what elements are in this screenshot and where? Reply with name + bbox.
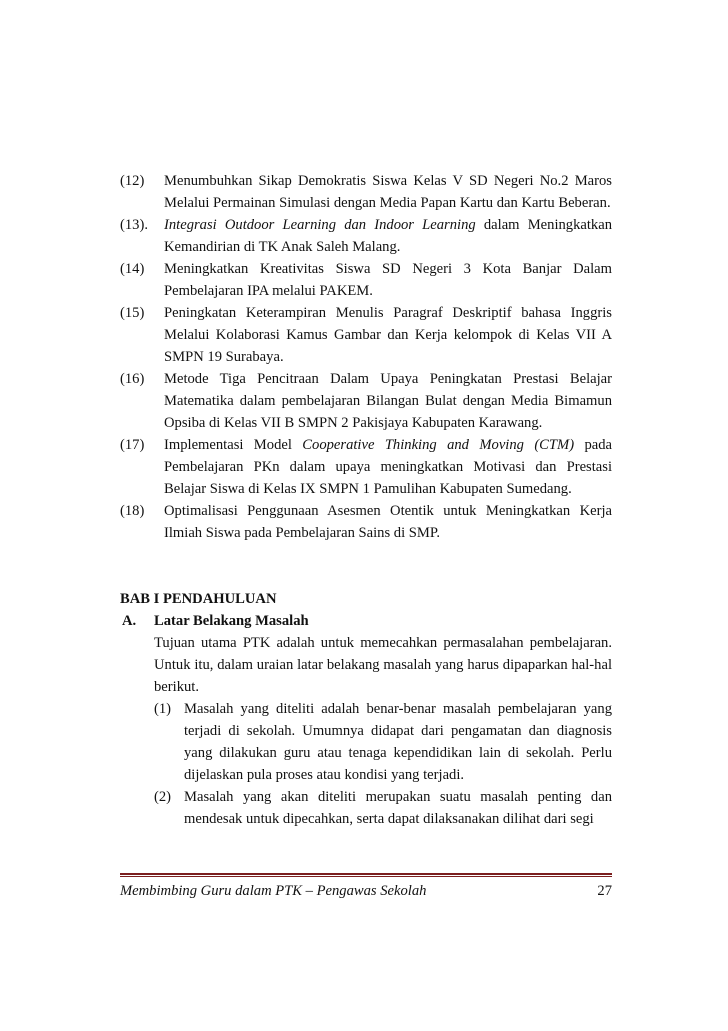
item-number: (18)	[120, 503, 145, 519]
italic-text: Cooperative Thinking and Moving (CTM)	[302, 437, 575, 453]
text-run: Menumbuhkan Sikap Demokratis Siswa Kelas V SD Negeri No.2 Maros Melalui Permainan Simulasi dengan Media Papan Kartu dan Kartu Beberan.	[164, 173, 612, 211]
item-number: (17)	[120, 437, 145, 453]
item-number: (15)	[120, 305, 145, 321]
reference-list	[120, 170, 612, 544]
footer-title: Membimbing Guru dalam PTK – Pengawas Sekolah	[120, 883, 427, 899]
footer-rule-thin	[120, 876, 612, 877]
item-number: (14)	[120, 261, 145, 277]
italic-text: Integrasi Outdoor Learning dan Indoor Learning	[164, 217, 476, 233]
item-text	[164, 214, 612, 258]
item-number: (16)	[120, 371, 145, 387]
point-text: Masalah yang diteliti adalah benar-benar masalah pembelajaran yang terjadi di sekolah. Umumnya didapat dari pengamatan dan diagnosis yang dilakukan guru atau tenaga kependidikan lain di sekolah. Perlu dijelaskan pula proses atau kondisi yang terjadi.	[184, 701, 612, 783]
footer-rule	[120, 873, 612, 875]
intro-paragraph: Tujuan utama PTK adalah untuk memecahkan permasalahan pembelajaran. Untuk itu, dalam uraian latar belakang masalah yang harus dipaparkan hal-hal berikut.	[154, 635, 612, 695]
list-item	[120, 214, 612, 258]
points-list	[120, 698, 612, 830]
list-item	[120, 258, 612, 302]
list-item	[120, 170, 612, 214]
point-text: Masalah yang akan diteliti merupakan suatu masalah penting dan mendesak untuk dipecahkan, serta dapat dilaksanakan dilihat dari segi	[184, 789, 612, 827]
text-run: Optimalisasi Penggunaan Asesmen Otentik untuk Meningkatkan Kerja Ilmiah Siswa pada Pembelajaran Sains di SMP.	[164, 503, 612, 541]
item-number: (12)	[120, 173, 145, 189]
list-item	[154, 698, 612, 786]
list-item	[154, 786, 612, 830]
list-item	[120, 368, 612, 434]
point-number: (1)	[154, 701, 172, 717]
item-number: (13).	[120, 217, 148, 233]
item-text	[164, 500, 612, 544]
list-item	[120, 434, 612, 500]
text-run: Metode Tiga Pencitraan Dalam Upaya Peningkatan Prestasi Belajar Matematika dalam pembelajaran Bilangan Bulat dengan Media Bimamun Opsiba di Kelas VII B SMPN 2 Pakisjaya Kabupaten Karawang.	[164, 371, 612, 431]
item-text	[164, 258, 612, 302]
section-label: A.	[122, 613, 137, 629]
chapter-title: BAB I PENDAHULUAN	[120, 591, 277, 607]
text-run: Implementasi Model	[164, 437, 303, 453]
section-title: Latar Belakang Masalah	[154, 613, 309, 629]
point-number: (2)	[154, 789, 172, 805]
page-number: 27	[597, 883, 612, 899]
text-run: Peningkatan Keterampiran Menulis Paragraf Deskriptif bahasa Inggris Melalui Kolaborasi Kamus Gambar dan Kerja kelompok di Kelas VII A SMPN 19 Surabaya.	[164, 305, 612, 365]
list-item	[120, 500, 612, 544]
text-run: pada Pembelajaran PKn dalam upaya meningkatkan Motivasi dan Prestasi Belajar Siswa di Kelas IX SMPN 1 Pamulihan Kabupaten Sumedang.	[164, 437, 612, 497]
item-text	[164, 434, 612, 500]
text-run: dalam Meningkatkan Kemandirian di TK Anak Saleh Malang.	[164, 217, 612, 255]
page-content	[120, 170, 612, 830]
list-item	[120, 302, 612, 368]
item-text	[164, 302, 612, 368]
text-run: Meningkatkan Kreativitas Siswa SD Negeri 3 Kota Banjar Dalam Pembelajaran IPA melalui PAKEM.	[164, 261, 612, 299]
item-text	[164, 170, 612, 214]
section-heading	[120, 610, 612, 632]
item-text	[164, 368, 612, 434]
